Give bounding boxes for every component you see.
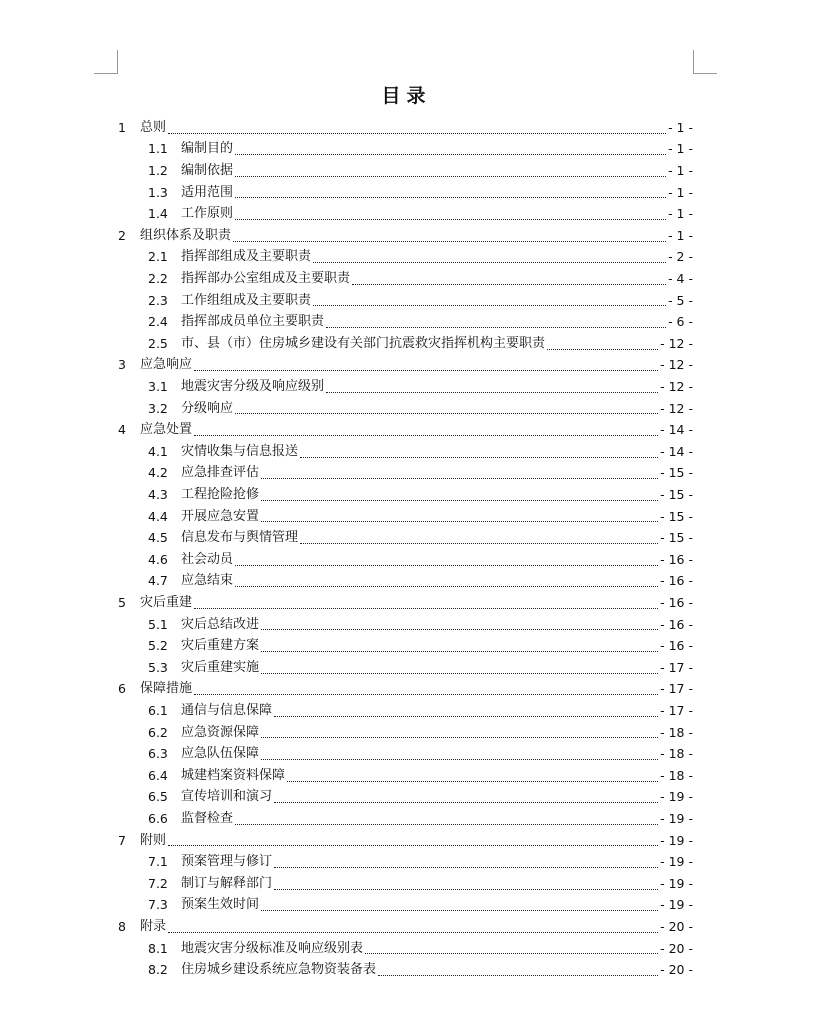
- toc-section-entry[interactable]: [148, 398, 693, 420]
- toc-section-entry[interactable]: [148, 895, 693, 917]
- toc-page-number: - 4 -: [668, 270, 693, 286]
- toc-section-entry[interactable]: [148, 311, 693, 333]
- toc-entry-number: 6.6: [148, 810, 168, 826]
- toc-entry-label: 保障措施: [140, 681, 193, 697]
- toc-page-number: - 15 -: [660, 508, 693, 524]
- toc-entry-number: 6.5: [148, 789, 168, 805]
- toc-entry-label: 地震灾害分级及响应级别: [181, 378, 325, 394]
- toc-entry-number: 8: [118, 918, 126, 934]
- toc-entry-label: 分级响应: [181, 400, 234, 416]
- toc-entry-label: 制订与解释部门: [181, 875, 273, 891]
- toc-entry-number: 7: [118, 832, 126, 848]
- toc-dot-leader: [300, 456, 658, 458]
- toc-dot-leader: [235, 823, 658, 825]
- toc-entry-number: 3: [118, 357, 126, 373]
- toc-entry-label: 工作原则: [181, 206, 234, 222]
- toc-section-entry[interactable]: [148, 743, 693, 765]
- toc-entry-number: 5.2: [148, 638, 168, 654]
- toc-entry-number: 8.2: [148, 962, 168, 978]
- toc-dot-leader: [235, 218, 666, 220]
- toc-entry-number: 1: [118, 119, 126, 135]
- toc-entry-label: 应急处置: [140, 422, 193, 438]
- toc-section-entry[interactable]: [148, 722, 693, 744]
- toc-entry-label: 附则: [140, 832, 167, 848]
- toc-entry-number: 2.3: [148, 292, 168, 308]
- toc-dot-leader: [194, 369, 658, 371]
- toc-section-entry[interactable]: [148, 549, 693, 571]
- toc-section-entry[interactable]: [148, 808, 693, 830]
- toc-entry-number: 6: [118, 681, 126, 697]
- toc-section-entry[interactable]: [148, 203, 693, 225]
- toc-dot-leader: [235, 196, 666, 198]
- crop-mark-left-vertical: [117, 50, 118, 74]
- toc-dot-leader: [261, 628, 658, 630]
- toc-page-number: - 19 -: [660, 810, 693, 826]
- toc-section-entry[interactable]: [148, 333, 693, 355]
- toc-dot-leader: [168, 931, 658, 933]
- toc-page-number: - 17 -: [660, 681, 693, 697]
- toc-entry-number: 1.1: [148, 141, 168, 157]
- toc-entry-label: 开展应急安置: [181, 508, 260, 524]
- toc-section-entry[interactable]: [148, 463, 693, 485]
- toc-dot-leader: [274, 801, 658, 803]
- toc-entry-label: 预案生效时间: [181, 897, 260, 913]
- toc-section-entry[interactable]: [148, 959, 693, 981]
- toc-entry-number: 3.2: [148, 400, 168, 416]
- toc-page-number: - 14 -: [660, 422, 693, 438]
- toc-entry-number: 6.2: [148, 724, 168, 740]
- toc-entry-label: 地震灾害分级标准及响应级别表: [181, 940, 364, 956]
- toc-entry-label: 住房城乡建设系统应急物资装备表: [181, 962, 377, 978]
- toc-section-entry[interactable]: [148, 765, 693, 787]
- toc-entry-number: 1.2: [148, 162, 168, 178]
- toc-page-number: - 17 -: [660, 702, 693, 718]
- toc-entry-label: 灾后重建: [140, 594, 193, 610]
- toc-entry-number: 3.1: [148, 378, 168, 394]
- toc-dot-leader: [274, 715, 658, 717]
- toc-entry-label: 信息发布与舆情管理: [181, 530, 299, 546]
- toc-entry-number: 2.1: [148, 249, 168, 265]
- toc-dot-leader: [261, 520, 658, 522]
- toc-dot-leader: [235, 175, 666, 177]
- toc-entry-label: 监督检查: [181, 810, 234, 826]
- toc-entry-number: 4.4: [148, 508, 168, 524]
- toc-page-number: - 1 -: [668, 184, 693, 200]
- toc-page-number: - 19 -: [660, 875, 693, 891]
- toc-entry-number: 4.2: [148, 465, 168, 481]
- toc-entry-label: 社会动员: [181, 551, 234, 567]
- toc-page-number: - 19 -: [660, 789, 693, 805]
- toc-entry-label: 总则: [140, 119, 167, 135]
- toc-dot-leader: [235, 412, 658, 414]
- toc-chapter-entry[interactable]: [118, 830, 693, 852]
- toc-dot-leader: [287, 780, 658, 782]
- toc-dot-leader: [194, 693, 658, 695]
- toc-entry-label: 通信与信息保障: [181, 702, 273, 718]
- toc-entry-label: 编制目的: [181, 141, 234, 157]
- toc-dot-leader: [326, 326, 666, 328]
- toc-section-entry[interactable]: [148, 160, 693, 182]
- toc-section-entry[interactable]: [148, 635, 693, 657]
- toc-section-entry[interactable]: [148, 527, 693, 549]
- toc-page-number: - 15 -: [660, 465, 693, 481]
- toc-entry-number: 5.3: [148, 659, 168, 675]
- toc-section-entry[interactable]: [148, 484, 693, 506]
- toc-page-number: - 18 -: [660, 724, 693, 740]
- toc-entry-label: 市、县（市）住房城乡建设有关部门抗震救灾指挥机构主要职责: [181, 335, 546, 351]
- toc-section-entry[interactable]: [148, 441, 693, 463]
- toc-entry-label: 工作组组成及主要职责: [181, 292, 312, 308]
- toc-page-number: - 20 -: [660, 940, 693, 956]
- toc-section-entry[interactable]: [148, 182, 693, 204]
- toc-entry-label: 灾后重建实施: [181, 659, 260, 675]
- toc-page-number: - 18 -: [660, 767, 693, 783]
- toc-page-number: - 16 -: [660, 638, 693, 654]
- toc-section-entry[interactable]: [148, 657, 693, 679]
- toc-page-number: - 1 -: [668, 141, 693, 157]
- toc-entry-number: 6.1: [148, 702, 168, 718]
- toc-entry-number: 7.3: [148, 897, 168, 913]
- toc-page-number: - 1 -: [668, 119, 693, 135]
- toc-entry-number: 2.5: [148, 335, 168, 351]
- toc-dot-leader: [194, 434, 658, 436]
- toc-page-number: - 20 -: [660, 962, 693, 978]
- toc-dot-leader: [235, 585, 658, 587]
- toc-entry-number: 4.3: [148, 486, 168, 502]
- toc-section-entry[interactable]: [148, 268, 693, 290]
- toc-section-entry[interactable]: [148, 614, 693, 636]
- toc-entry-label: 编制依据: [181, 162, 234, 178]
- toc-dot-leader: [261, 499, 658, 501]
- toc-page-number: - 19 -: [660, 854, 693, 870]
- toc-page-number: - 6 -: [668, 314, 693, 330]
- toc-entry-number: 1.3: [148, 184, 168, 200]
- toc-entry-label: 城建档案资料保障: [181, 767, 286, 783]
- toc-section-entry[interactable]: [148, 700, 693, 722]
- toc-entry-label: 预案管理与修订: [181, 854, 273, 870]
- toc-chapter-entry[interactable]: [118, 679, 693, 701]
- toc-entry-number: 4.5: [148, 530, 168, 546]
- toc-entry-label: 指挥部成员单位主要职责: [181, 314, 325, 330]
- toc-page-number: - 2 -: [668, 249, 693, 265]
- toc-dot-leader: [261, 736, 658, 738]
- toc-dot-leader: [194, 607, 658, 609]
- toc-entry-label: 应急响应: [140, 357, 193, 373]
- toc-dot-leader: [365, 952, 658, 954]
- toc-page-number: - 12 -: [660, 335, 693, 351]
- toc-entry-label: 应急资源保障: [181, 724, 260, 740]
- toc-page-number: - 16 -: [660, 573, 693, 589]
- toc-page-number: - 1 -: [668, 206, 693, 222]
- toc-dot-leader: [352, 283, 666, 285]
- toc-section-entry[interactable]: [148, 938, 693, 960]
- toc-chapter-entry[interactable]: [118, 117, 693, 139]
- toc-entry-number: 7.1: [148, 854, 168, 870]
- toc-dot-leader: [261, 909, 658, 911]
- toc-entry-label: 灾情收集与信息报送: [181, 443, 299, 459]
- toc-dot-leader: [261, 672, 658, 674]
- toc-entry-number: 6.3: [148, 746, 168, 762]
- toc-dot-leader: [261, 650, 658, 652]
- toc-dot-leader: [313, 304, 666, 306]
- toc-dot-leader: [274, 888, 658, 890]
- toc-dot-leader: [378, 974, 658, 976]
- toc-section-entry[interactable]: [148, 571, 693, 593]
- toc-page-number: - 15 -: [660, 530, 693, 546]
- toc-dot-leader: [168, 844, 658, 846]
- toc-chapter-entry[interactable]: [118, 225, 693, 247]
- toc-page-number: - 12 -: [660, 378, 693, 394]
- toc-page-number: - 20 -: [660, 918, 693, 934]
- toc-page-number: - 17 -: [660, 659, 693, 675]
- toc-page-number: - 12 -: [660, 400, 693, 416]
- toc-section-entry[interactable]: [148, 139, 693, 161]
- toc-entry-label: 附录: [140, 918, 167, 934]
- toc-entry-label: 应急队伍保障: [181, 746, 260, 762]
- toc-entry-label: 指挥部办公室组成及主要职责: [181, 270, 351, 286]
- toc-entry-number: 4.6: [148, 551, 168, 567]
- toc-entry-number: 2: [118, 227, 126, 243]
- page-title: 目录: [381, 85, 432, 107]
- toc-entry-label: 灾后总结改进: [181, 616, 260, 632]
- toc-dot-leader: [547, 348, 658, 350]
- toc-entry-number: 2.2: [148, 270, 168, 286]
- toc-entry-number: 2.4: [148, 314, 168, 330]
- toc-entry-label: 宣传培训和演习: [181, 789, 273, 805]
- toc-section-entry[interactable]: [148, 787, 693, 809]
- toc-entry-number: 7.2: [148, 875, 168, 891]
- toc-chapter-entry[interactable]: [118, 592, 693, 614]
- toc-page-number: - 12 -: [660, 357, 693, 373]
- toc-page-number: - 16 -: [660, 594, 693, 610]
- toc-page-number: - 19 -: [660, 897, 693, 913]
- toc-entry-number: 5: [118, 594, 126, 610]
- toc-page-number: - 19 -: [660, 832, 693, 848]
- toc-page-number: - 1 -: [668, 227, 693, 243]
- toc-page-number: - 14 -: [660, 443, 693, 459]
- toc-entry-number: 6.4: [148, 767, 168, 783]
- toc-page-number: - 16 -: [660, 551, 693, 567]
- toc-section-entry[interactable]: [148, 247, 693, 269]
- toc-dot-leader: [235, 564, 658, 566]
- toc-page-number: - 5 -: [668, 292, 693, 308]
- toc-dot-leader: [326, 391, 658, 393]
- toc-entry-number: 5.1: [148, 616, 168, 632]
- toc-entry-number: 8.1: [148, 940, 168, 956]
- toc-entry-label: 应急结束: [181, 573, 234, 589]
- toc-dot-leader: [233, 240, 666, 242]
- toc-entry-label: 指挥部组成及主要职责: [181, 249, 312, 265]
- crop-mark-left-horizontal: [94, 73, 118, 74]
- toc-section-entry[interactable]: [148, 873, 693, 895]
- toc-chapter-entry[interactable]: [118, 916, 693, 938]
- toc-section-entry[interactable]: [148, 376, 693, 398]
- toc-section-entry[interactable]: [148, 851, 693, 873]
- toc-dot-leader: [274, 866, 658, 868]
- crop-mark-right-horizontal: [693, 73, 717, 74]
- toc-dot-leader: [313, 261, 666, 263]
- toc-dot-leader: [261, 758, 658, 760]
- toc-chapter-entry[interactable]: [118, 419, 693, 441]
- toc-dot-leader: [261, 477, 658, 479]
- toc-entry-label: 组织体系及职责: [140, 227, 232, 243]
- toc-page-number: - 16 -: [660, 616, 693, 632]
- toc-section-entry[interactable]: [148, 506, 693, 528]
- toc-entry-label: 工程抢险抢修: [181, 486, 260, 502]
- toc-entry-number: 4.7: [148, 573, 168, 589]
- toc-entry-label: 灾后重建方案: [181, 638, 260, 654]
- toc-dot-leader: [168, 132, 666, 134]
- crop-mark-right-vertical: [693, 50, 694, 74]
- toc-section-entry[interactable]: [148, 290, 693, 312]
- toc-entry-number: 4.1: [148, 443, 168, 459]
- toc-page-number: - 15 -: [660, 486, 693, 502]
- toc-entry-number: 4: [118, 422, 126, 438]
- toc-page-number: - 18 -: [660, 746, 693, 762]
- toc-page-number: - 1 -: [668, 162, 693, 178]
- toc-entry-label: 适用范围: [181, 184, 234, 200]
- toc-dot-leader: [235, 153, 666, 155]
- toc-chapter-entry[interactable]: [118, 355, 693, 377]
- toc-dot-leader: [300, 542, 658, 544]
- toc-entry-label: 应急排查评估: [181, 465, 260, 481]
- toc-entry-number: 1.4: [148, 206, 168, 222]
